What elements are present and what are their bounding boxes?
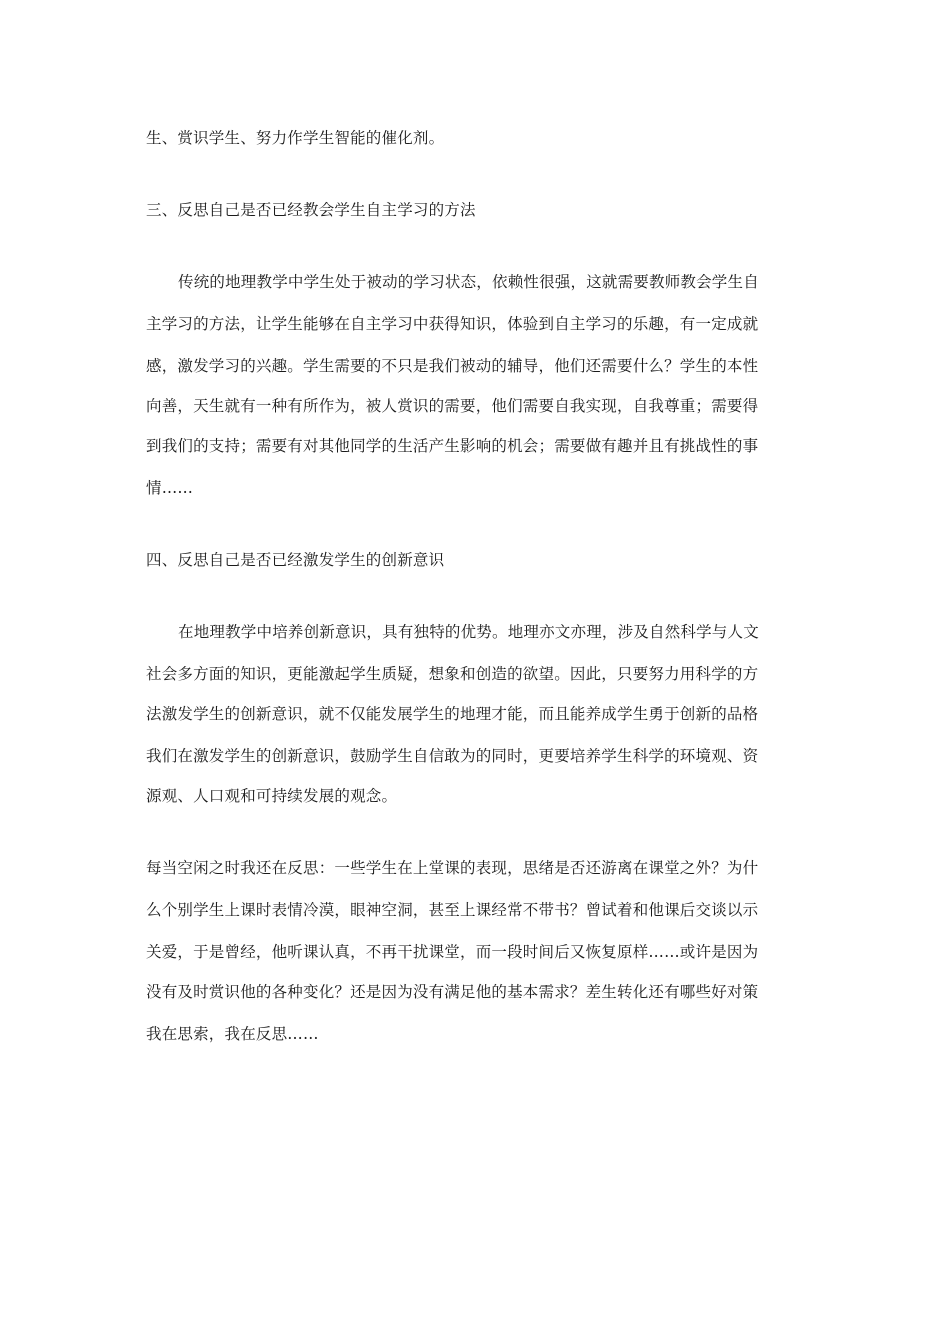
section-heading-3: 三、反思自己是否已经教会学生自主学习的方法 <box>146 201 476 219</box>
paragraph-line: 社会多方面的知识，更能激起学生质疑，想象和创造的欲望。因此，只要努力用科学的方 <box>146 665 759 683</box>
paragraph-line: 每当空闲之时我还在反思：一些学生在上堂课的表现，思绪是否还游离在课堂之外？为什 <box>146 859 759 877</box>
section-heading-4: 四、反思自己是否已经激发学生的创新意识 <box>146 551 445 569</box>
paragraph-line: 我们在激发学生的创新意识，鼓励学生自信敢为的同时，更要培养学生科学的环境观、资 <box>146 747 759 765</box>
paragraph-line: 情…… <box>146 479 194 497</box>
paragraph-line: 源观、人口观和可持续发展的观念。 <box>146 787 398 805</box>
paragraph-line: 法激发学生的创新意识，就不仅能发展学生的地理才能，而且能养成学生勇于创新的品格 <box>146 705 759 723</box>
paragraph-line: 生、赏识学生、努力作学生智能的催化剂。 <box>146 129 445 147</box>
paragraph-line: 我在思索，我在反思…… <box>146 1025 319 1043</box>
paragraph-line: 向善，天生就有一种有所作为，被人赏识的需要，他们需要自我实现，自我尊重；需要得 <box>146 397 759 415</box>
paragraph-line: 关爱，于是曾经，他听课认真，不再干扰课堂，而一段时间后又恢复原样……或许是因为 <box>146 943 759 961</box>
paragraph-line: 感，激发学习的兴趣。学生需要的不只是我们被动的辅导，他们还需要什么？学生的本性 <box>146 357 759 375</box>
paragraph-line: 主学习的方法，让学生能够在自主学习中获得知识，体验到自主学习的乐趣，有一定成就 <box>146 315 759 333</box>
paragraph-line: 么个别学生上课时表情冷漠，眼神空洞，甚至上课经常不带书？曾试着和他课后交谈以示 <box>146 901 759 919</box>
paragraph-line: 没有及时赏识他的各种变化？还是因为没有满足他的基本需求？差生转化还有哪些好对策 <box>146 983 759 1001</box>
paragraph-line: 到我们的支持；需要有对其他同学的生活产生影响的机会；需要做有趣并且有挑战性的事 <box>146 437 759 455</box>
paragraph-line: 传统的地理教学中学生处于被动的学习状态，依赖性很强，这就需要教师教会学生自 <box>178 273 759 291</box>
paragraph-line: 在地理教学中培养创新意识，具有独特的优势。地理亦文亦理，涉及自然科学与人文 <box>178 623 759 641</box>
